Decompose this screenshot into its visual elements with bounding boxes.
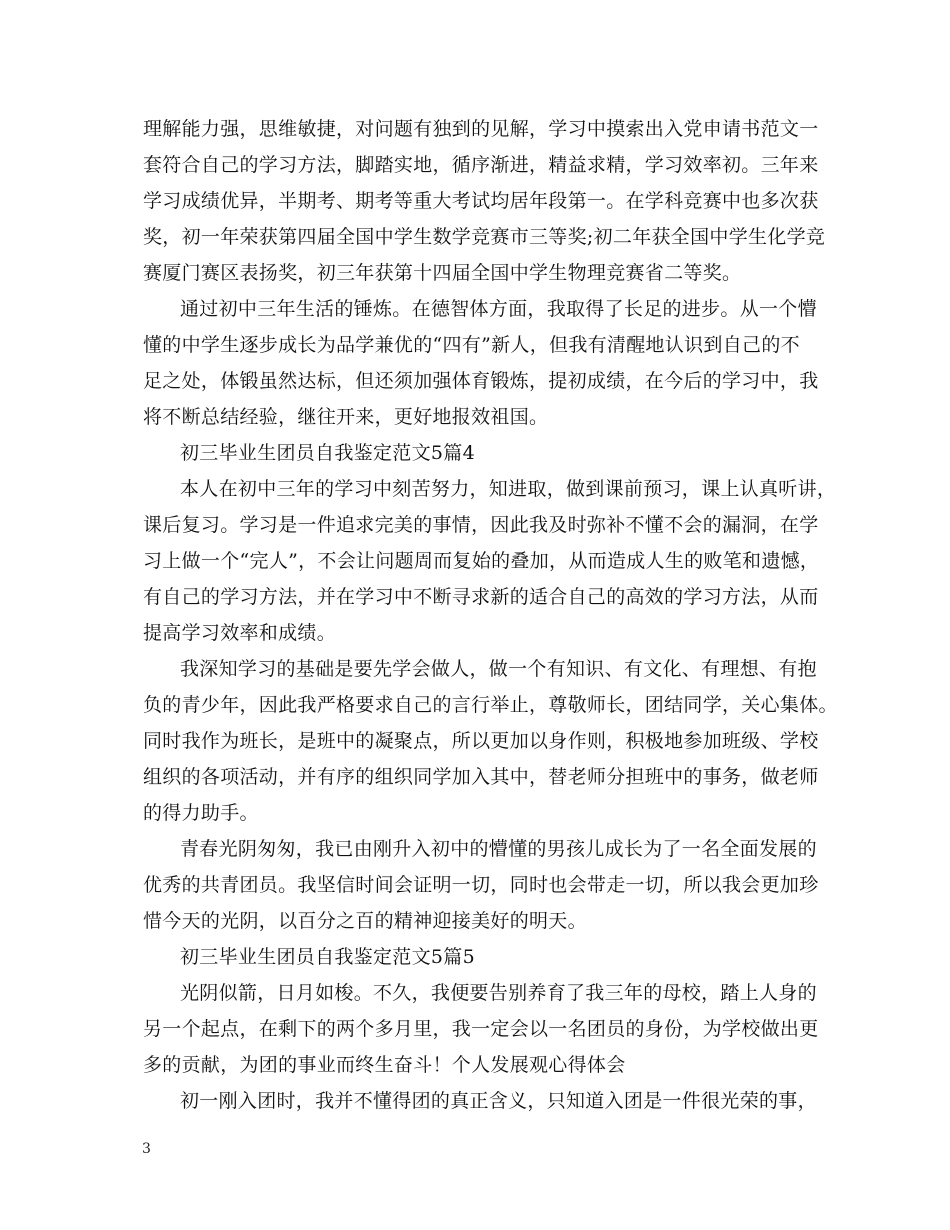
text-line: 奖，初一年荣获第四届全国中学生数学竞赛市三等奖;初二年获全国中学生化学竞 bbox=[143, 226, 826, 248]
text-line: 惜今天的光阴，以百分之百的精神迎接美好的明天。 bbox=[143, 910, 587, 932]
paragraph-start-line: 青春光阴匆匆，我已由刚升入初中的懵懂的男孩儿成长为了一名全面发展的 bbox=[180, 838, 817, 860]
text-line: 有自己的学习方法，并在学习中不断寻求新的适合自己的高效的学习方法，从而 bbox=[143, 586, 819, 608]
paragraph-start-line: 我深知学习的基础是要先学会做人，做一个有知识、有文化、有理想、有抱 bbox=[180, 658, 817, 680]
paragraph-start-line: 光阴似箭，日月如梭。不久，我便要告别养育了我三年的母校，踏上人身的 bbox=[180, 982, 817, 1004]
text-line: 另一个起点，在剩下的两个多月里，我一定会以一名团员的身份，为学校做出更 bbox=[143, 1018, 819, 1040]
section-heading: 初三毕业生团员自我鉴定范文5篇5 bbox=[180, 946, 475, 968]
paragraph-start-line: 本人在初中三年的学习中刻苦努力，知进取，做到课前预习，课上认真听讲， bbox=[180, 478, 837, 500]
section-heading: 初三毕业生团员自我鉴定范文5篇4 bbox=[180, 442, 475, 464]
text-line: 足之处，体锻虽然达标，但还须加强体育锻炼，提初成绩，在今后的学习中，我 bbox=[143, 370, 819, 392]
text-line: 的得力助手。 bbox=[143, 802, 259, 824]
text-line: 理解能力强，思维敏捷，对问题有独到的见解，学习中摸索出入党申请书范文一 bbox=[143, 118, 819, 140]
text-line: 同时我作为班长，是班中的凝聚点，所以更加以身作则，积极地参加班级、学校 bbox=[143, 730, 819, 752]
text-line: 将不断总结经验，继往开来，更好地报效祖国。 bbox=[143, 406, 549, 428]
text-line: 学习成绩优异，半期考、期考等重大考试均居年段第一。在学科竞赛中也多次获 bbox=[143, 190, 819, 212]
text-line: 赛厦门赛区表扬奖，初三年获第十四届全国中学生物理竞赛省二等奖。 bbox=[143, 262, 742, 284]
text-line: 优秀的共青团员。我坚信时间会证明一切，同时也会带走一切，所以我会更加珍 bbox=[143, 874, 819, 896]
paragraph-start-line: 通过初中三年生活的锤炼。在德智体方面，我取得了长足的进步。从一个懵 bbox=[180, 298, 817, 320]
text-line: 懂的中学生逐步成长为品学兼优的“四有”新人，但我有清醒地认识到自己的不 bbox=[143, 334, 800, 356]
paragraph-start-line: 初一刚入团时，我并不懂得团的真正含义，只知道入团是一件很光荣的事， bbox=[180, 1090, 817, 1112]
text-line: 多的贡献，为团的事业而终生奋斗！个人发展观心得体会 bbox=[143, 1054, 626, 1076]
text-line: 课后复习。学习是一件追求完美的事情，因此我及时弥补不懂不会的漏洞，在学 bbox=[143, 514, 819, 536]
text-line: 提高学习效率和成绩。 bbox=[143, 622, 337, 644]
text-line: 负的青少年，因此我严格要求自己的言行举止，尊敬师长，团结同学，关心集体。 bbox=[143, 694, 838, 716]
text-line: 组织的各项活动，并有序的组织同学加入其中，替老师分担班中的事务，做老师 bbox=[143, 766, 819, 788]
text-line: 习上做一个“完人”，不会让问题周而复始的叠加，从而造成人生的败笔和遗憾， bbox=[143, 550, 820, 572]
text-line: 套符合自己的学习方法，脚踏实地，循序渐进，精益求精，学习效率初。三年来 bbox=[143, 154, 819, 176]
page-number: 3 bbox=[142, 1141, 151, 1157]
